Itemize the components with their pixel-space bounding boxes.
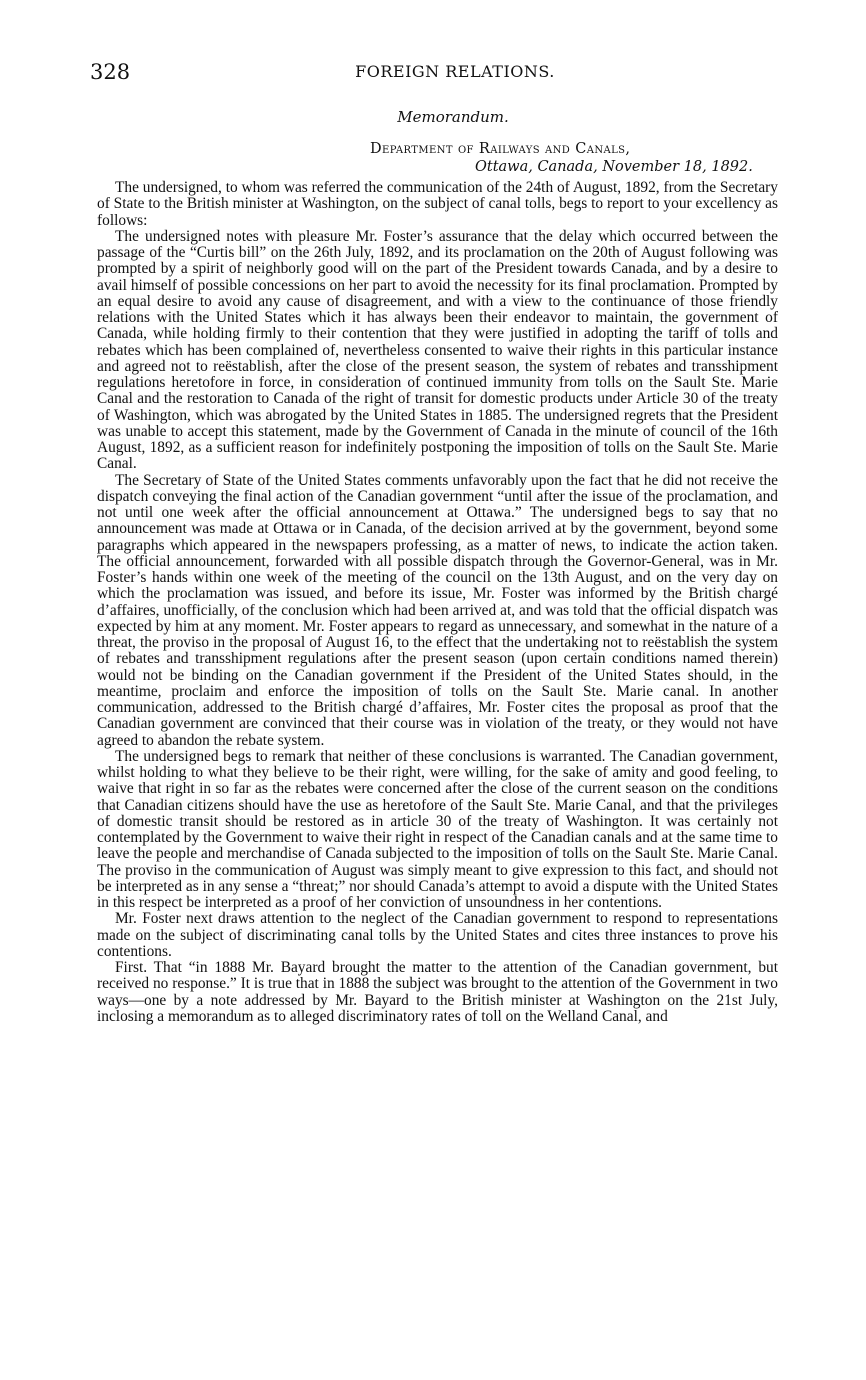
page-number: 328 [90, 60, 131, 84]
paragraph: The Secretary of State of the United States comments unfavorably upon the fact that he did not receive the dispatch conveying the final action of the Canadian government “until after the issue of the proclamation, and not until one week after the official announcement at Ottawa.” The undersigned begs to say that no announcement was made at Ottawa or in Canada, of the decision arrived at by the government, beyond some paragraphs which appeared in the newspapers professing, as a matter of news, to indicate the action taken. The official announcement, forwarded with all possible dispatch through the Governor-General, was in Mr. Foster’s hands within one week of the meeting of the council on the 13th August, and on the very day on which the proclamation was issued, and before its issue, Mr. Foster was informed by the British chargé d’affaires, unofficially, of the conclusion which had been arrived at, and was told that the official dispatch was expected by him at any moment. Mr. Foster appears to regard as unnecessary, and somewhat in the nature of a threat, the proviso in the proposal of August 16, to the effect that the undertaking not to reëstablish the system of rebates and transshipment regulations after the present season (upon certain conditions named therein) would not be binding on the Canadian government if the President of the United States should, in the meantime, proclaim and enforce the imposition of tolls on the Sault Ste. Marie canal. In another communication, addressed to the British chargé d’affaires, Mr. Foster cites the proposal as proof that the Canadian government are convinced that their course was in violation of the treaty, or they would not have agreed to abandon the rebate system. [97, 471, 778, 749]
paragraph: The undersigned begs to remark that neither of these conclusions is warranted. The Canadian government, whilst holding to what they believe to be their right, were willing, for the sake of amity and good feeling, to waive that right in so far as the rebates were concerned after the close of the current season on the conditions that Canadian citizens should have the use as heretofore of the Sault Ste. Marie Canal, and that the privileges of domestic transit should be restored as in article 30 of the treaty of Washington. It was certainly not contemplated by the Government to waive their right in respect of the Canadian canals and at the same time to leave the people and merchandise of Canada subjected to the imposition of tolls on the Sault Ste. Marie Canal. The proviso in the communication of August was simply meant to give expression to this fact, and should not be interpreted as in any sense a “threat;” nor should Canada’s attempt to avoid a dispute with the United States in this respect be interpreted as a proof of her conviction of unsoundness in her contentions. [97, 747, 778, 911]
memorandum-body [97, 180, 778, 1025]
page-header [90, 60, 780, 90]
place-date-line: Ottawa, Canada, November 18, 1892. [475, 159, 753, 175]
running-title: FOREIGN RELATIONS. [355, 62, 555, 81]
department-line: Department of Railways and Canals, [370, 141, 631, 157]
memorandum-title: Memorandum. [397, 108, 509, 126]
paragraph: Mr. Foster next draws attention to the neglect of the Canadian government to respond to representations made on the subject of discriminating canal tolls by the United States and cites three instances to prove his contentions. [97, 910, 778, 960]
paragraph: The undersigned notes with pleasure Mr. Foster’s assurance that the delay which occurred between the passage of the “Curtis bill” on the 26th July, 1892, and its proclamation on the 20th of August following was prompted by a spirit of neighborly good will on the part of the President towards Canada, and by a desire to avail himself of possible concessions on her part to avoid the necessity for its final proclamation. Prompted by an equal desire to avoid any cause of disagreement, and with a view to the continuance of those friendly relations with the United States which it has always been their endeavor to maintain, the government of Canada, while holding firmly to their contention that they were justified in adopting the tariff of tolls and rebates which has been complained of, nevertheless consented to waive their rights in this particular instance and agreed not to reëstablish, after the close of the present season, the system of rebates and transshipment regulations heretofore in force, in consideration of continued immunity from tolls on the Sault Ste. Marie Canal and the restoration to Canada of the right of transit for domestic products under Article 30 of the treaty of Washington, which was abrogated by the United States in 1885. The undersigned regrets that the President was unable to accept this statement, made by the Government of Canada in the minute of council of the 16th August, 1892, as a sufficient reason for indefinitely postponing the imposition of tolls on the Sault Ste. Marie Canal. [97, 227, 778, 473]
paragraph: First. That “in 1888 Mr. Bayard brought the matter to the attention of the Canadian government, but received no response.” It is true that in 1888 the subject was brought to the attention of the Government in two ways—one by a note addressed by Mr. Bayard to the British minister at Washington on the 21st July, inclosing a memorandum as to alleged discriminatory rates of toll on the Welland Canal, and [97, 959, 778, 1025]
paragraph: The undersigned, to whom was referred the communication of the 24th of August, 1892, from the Secretary of State to the British minister at Washington, on the subject of canal tolls, begs to report to your excellency as follows: [97, 179, 778, 229]
